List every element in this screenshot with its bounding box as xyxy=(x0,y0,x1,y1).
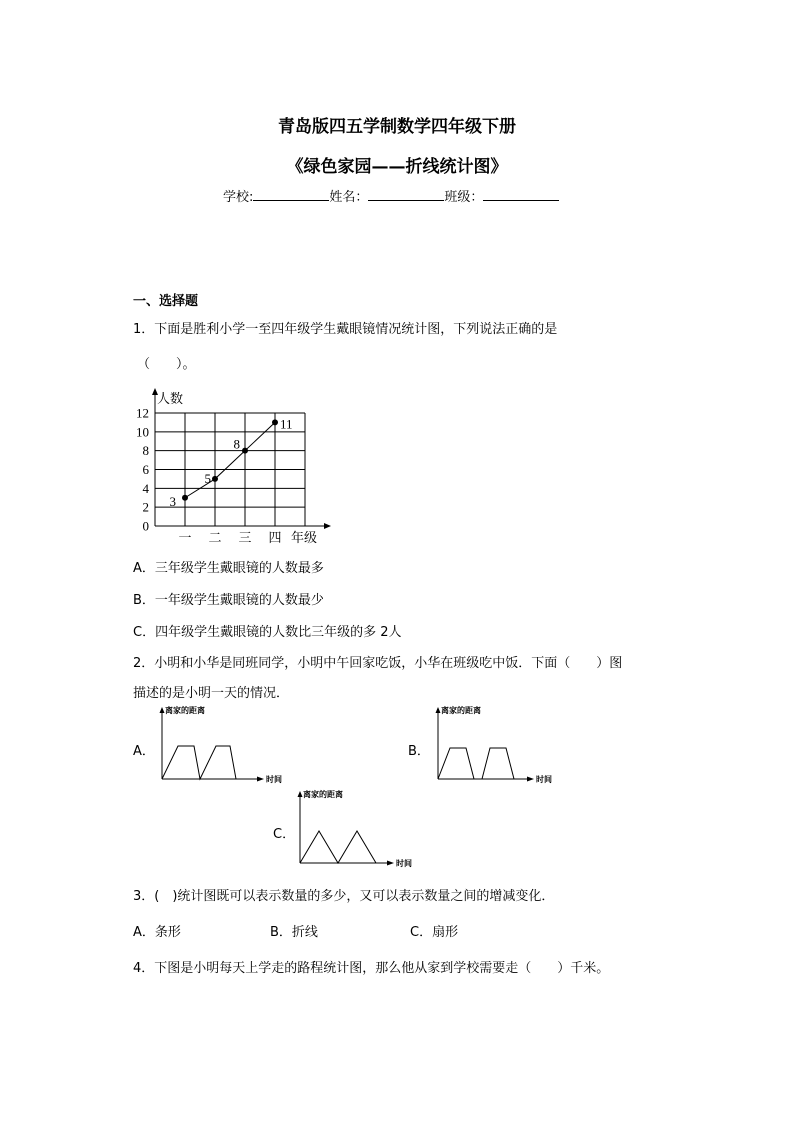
student-info xyxy=(223,186,559,205)
y-tick-label: 0 xyxy=(142,518,149,534)
document-title: 青岛版四五学制数学四年级下册 xyxy=(278,117,516,137)
section-title: 一、选择题 xyxy=(133,294,199,309)
x-tick-label: 四 xyxy=(268,531,282,546)
name-label: 姓名： xyxy=(329,190,369,205)
q1-stem: 1．下面是胜利小学一至四年级学生戴眼镜情况统计图，下列说法正确的是 xyxy=(133,322,558,337)
y-tick-label: 8 xyxy=(142,443,149,459)
y-tick-label: 10 xyxy=(136,424,149,440)
x-tick-label: 一 xyxy=(178,531,192,546)
class-label: 班级： xyxy=(444,190,484,205)
q1-stem-2: （ ）。 xyxy=(137,357,196,372)
q3-stem: 3．( )统计图既可以表示数量的多少，又可以表示数量之间的增减变化． xyxy=(133,889,555,904)
q1-option-b[interactable]: B．一年级学生戴眼镜的人数最少 xyxy=(133,593,324,608)
distance-line-afternoon xyxy=(482,748,514,779)
q2-graph-c[interactable] xyxy=(290,787,420,872)
q2-graph-a[interactable] xyxy=(152,703,282,788)
x-axis-label: 时间 xyxy=(266,775,282,784)
q2-graph-b[interactable] xyxy=(428,703,558,788)
q2-stem-2: 描述的是小明一天的情况． xyxy=(133,686,290,701)
distance-line xyxy=(300,831,376,863)
y-axis-label: 离家的距离 xyxy=(303,790,343,799)
q2-option-c-label[interactable]: C． xyxy=(273,827,296,842)
q3-option-c[interactable]: C．扇形 xyxy=(410,925,459,940)
distance-line xyxy=(162,746,236,779)
y-tick-label: 6 xyxy=(142,462,149,477)
y-tick-label: 4 xyxy=(142,480,149,496)
school-blank[interactable] xyxy=(253,187,329,201)
y-axis-label: 人数 xyxy=(157,392,184,407)
x-axis-label: 年级 xyxy=(291,531,318,546)
q3-option-b[interactable]: B．折线 xyxy=(270,925,318,940)
q1-line-chart xyxy=(125,385,345,550)
data-line xyxy=(185,422,275,497)
q1-option-a[interactable]: A．三年级学生戴眼镜的人数最多 xyxy=(133,561,324,576)
y-tick-label: 2 xyxy=(142,499,149,515)
school-label: 学校: xyxy=(223,190,254,205)
data-point xyxy=(272,419,278,425)
data-label: 3 xyxy=(169,493,176,509)
document-subtitle: 《绿色家园——折线统计图》 xyxy=(286,157,508,177)
q1-option-c[interactable]: C．四年级学生戴眼镜的人数比三年级的多 2人 xyxy=(133,625,402,640)
distance-line-morning xyxy=(438,748,474,779)
y-tick-label: 12 xyxy=(136,405,149,421)
y-axis-label: 离家的距离 xyxy=(441,706,481,715)
q2-stem: 2．小明和小华是同班同学，小明中午回家吃饭，小华在班级吃中饭．下面（ ）图 xyxy=(133,656,623,671)
x-tick-label: 二 xyxy=(208,531,222,546)
data-label: 8 xyxy=(233,436,240,452)
x-axis-label: 时间 xyxy=(536,775,552,784)
class-blank[interactable] xyxy=(483,187,559,201)
data-point xyxy=(212,476,218,482)
data-label: 11 xyxy=(280,416,293,432)
q2-option-a-label[interactable]: A． xyxy=(133,744,155,759)
q3-option-a[interactable]: A．条形 xyxy=(133,925,181,940)
name-blank[interactable] xyxy=(368,187,444,201)
data-point xyxy=(242,448,248,454)
data-label: 5 xyxy=(204,470,211,486)
x-tick-label: 三 xyxy=(238,531,252,546)
y-axis-label: 离家的距离 xyxy=(165,706,205,715)
q4-stem: 4．下图是小明每天上学走的路程统计图，那么他从家到学校需要走（ ）千米。 xyxy=(133,961,610,976)
q2-option-b-label[interactable]: B． xyxy=(408,744,430,759)
chart-plot xyxy=(136,388,331,546)
x-axis-arrow xyxy=(324,523,331,529)
x-axis-label: 时间 xyxy=(396,859,412,868)
data-point xyxy=(182,495,188,501)
